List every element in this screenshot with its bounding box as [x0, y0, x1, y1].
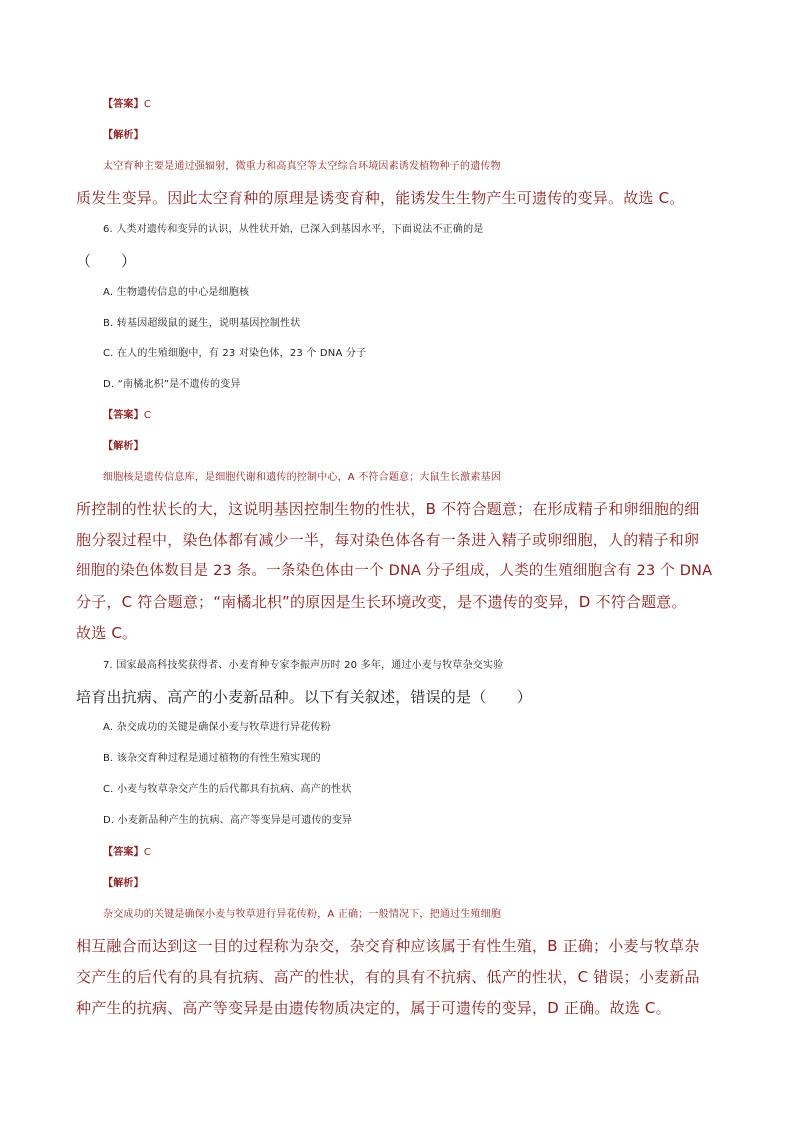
answer-value: C [143, 410, 151, 421]
question-7-option-a: A. 杂交成功的关键是确保小麦与牧草进行异花传粉 [103, 722, 331, 733]
analysis-text-line: 交产生的后代有的具有抗病、高产的性状，有的具有不抗病、低产的性状，C 错误；小麦新品 [76, 968, 700, 986]
question-6-option-c: C. 在人的生殖细胞中，有 23 对染色体，23 个 DNA 分子 [103, 348, 367, 359]
analysis-label: 【解析】 [103, 878, 144, 889]
question-6-option-a: A. 生物遗传信息的中心是细胞核 [103, 287, 250, 298]
question-7-stem: 7. 国家最高科技奖获得者、小麦育种专家李振声历时 20 多年，通过小麦与牧草杂交实验 [103, 660, 504, 671]
answer-label: 【答案】 [103, 410, 144, 421]
question-7-stem: 培育出抗病、高产的小麦新品种。以下有关叙述，错误的是（ ） [76, 688, 533, 706]
analysis-text-line: 胞分裂过程中，染色体都有减少一半，每对染色体各有一条进入精子或卵细胞，人的精子和卵 [76, 531, 700, 549]
analysis-text-line: 质发生变异。因此太空育种的原理是诱变育种，能诱发生生物产生可遗传的变异。故选 C。 [76, 189, 685, 207]
analysis-label: 【解析】 [103, 441, 144, 452]
answer-row [103, 95, 753, 115]
analysis-text-line: 细胞的染色体数目是 23 条。一条染色体由一个 DNA 分子组成，人类的生殖细胞含有 23 个 DNA [76, 563, 713, 579]
answer-label: 【答案】 [103, 847, 144, 858]
question-7-option-b: B. 该杂交育种过程是通过植物的有性生殖实现的 [103, 753, 321, 764]
question-6-option-b: B. 转基因超级鼠的诞生，说明基因控制性状 [103, 318, 301, 329]
answer-label: 【答案】 [103, 99, 144, 110]
analysis-text-line: 细胞核是遗传信息库，是细胞代谢和遗传的控制中心，A 不符合题意；大鼠生长激素基因 [103, 472, 502, 483]
analysis-text-line: 杂交成功的关键是确保小麦与牧草进行异花传粉，A 正确；一般情况下，把通过生殖细胞 [103, 909, 502, 920]
question-6-stem-blank: （ ） [76, 252, 137, 270]
analysis-text-line: 所控制的性状长的大，这说明基因控制生物的性状，B 不符合题意；在形成精子和卵细胞的细 [76, 500, 700, 518]
analysis-text-line: 相互融合而达到这一目的过程称为杂交，杂交育种应该属于有性生殖，B 正确；小麦与牧草杂 [76, 937, 700, 955]
answer-value: C [143, 99, 151, 110]
answer-value: C [143, 847, 151, 858]
question-6-option-d: D. “南橘北枳”是不遗传的变异 [103, 379, 241, 390]
analysis-text-line: 种产生的抗病、高产等变异是由遗传物质决定的，属于可遗传的变异，D 正确。故选 C。 [76, 999, 671, 1017]
analysis-text-line: 太空育种主要是通过强辐射，微重力和高真空等太空综合环境因素诱发植物种子的遗传物 [103, 161, 501, 172]
analysis-label: 【解析】 [103, 130, 144, 141]
analysis-text-line: 故选 C。 [76, 624, 138, 642]
question-7-option-c: C. 小麦与牧草杂交产生的后代都具有抗病、高产的性状 [103, 784, 352, 795]
answer-row [103, 843, 753, 863]
analysis-text-line: 分子，C 符合题意；“南橘北枳”的原因是生长环境改变，是不遗传的变异，D 不符合题意。 [76, 593, 687, 611]
question-6-stem: 6. 人类对遗传和变异的认识，从性状开始，已深入到基因水平，下面说法不正确的是 [103, 224, 484, 235]
question-7-option-d: D. 小麦新品种产生的抗病、高产等变异是可遗传的变异 [103, 815, 353, 826]
answer-row [103, 406, 753, 426]
